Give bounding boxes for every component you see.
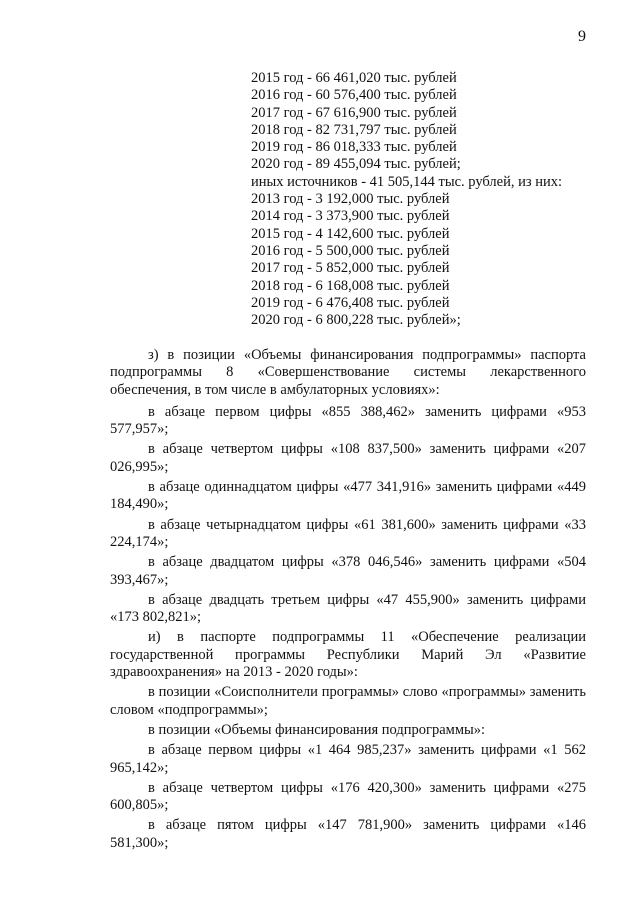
paragraph: в абзаце первом цифры «1 464 985,237» заменить цифрами «1 562 965,142»; [110,742,586,776]
paragraph: в абзаце одиннадцатом цифры «477 341,916» заменить цифрами «449 184,490»; [110,479,586,513]
list-item: 2017 год - 5 852,000 тыс. рублей [251,260,450,277]
paragraph: в абзаце двадцатом цифры «378 046,546» заменить цифрами «504 393,467»; [110,554,586,588]
list-item: 2013 год - 3 192,000 тыс. рублей [251,191,450,208]
paragraph: в абзаце четвертом цифры «176 420,300» заменить цифрами «275 600,805»; [110,779,586,814]
list-item: 2014 год - 3 373,900 тыс. рублей [251,208,450,225]
list-item: 2020 год - 89 455,094 тыс. рублей; [251,156,461,173]
list-item: 2020 год - 6 800,228 тыс. рублей»; [251,312,461,329]
paragraph: з) в позиции «Объемы финансирования подпрограммы» паспорта подпрограммы 8 «Совершенствование системы лекарственного обеспечения, в том числе в амбулаторных условиях»: [110,347,586,398]
amendment-text [110,347,586,855]
list-item: 2016 год - 60 576,400 тыс. рублей [251,87,457,104]
page-number: 9 [578,28,586,45]
paragraph: в позиции «Соисполнители программы» слово «программы» заменить словом «подпрограммы»; [110,684,586,718]
paragraph: и) в паспорте подпрограммы 11 «Обеспечение реализации государственной программы Республики Марий Эл «Развитие здравоохранения» на 2013 - 2020 годы»: [110,629,586,681]
paragraph: в абзаце пятом цифры «147 781,900» заменить цифрами «146 581,300»; [110,817,586,851]
list-item: 2015 год - 66 461,020 тыс. рублей [251,70,457,86]
list-item: 2018 год - 6 168,008 тыс. рублей [251,277,450,294]
list-item: 2018 год - 82 731,797 тыс. рублей [251,121,457,138]
paragraph: в абзаце двадцать третьем цифры «47 455,900» заменить цифрами «173 802,821»; [110,591,586,626]
list-item: 2015 год - 4 142,600 тыс. рублей [251,225,450,242]
paragraph: в абзаце первом цифры «855 388,462» заменить цифрами «953 577,957»; [110,403,586,438]
paragraph: в абзаце четырнадцатом цифры «61 381,600» заменить цифрами «33 224,174»; [110,516,586,550]
list-item: 2019 год - 86 018,333 тыс. рублей [251,139,457,156]
list-item: 2019 год - 6 476,408 тыс. рублей [251,294,450,311]
paragraph: в абзаце четвертом цифры «108 837,500» заменить цифрами «207 026,995»; [110,441,586,475]
list-item: иных источников - 41 505,144 тыс. рублей, из них: [251,173,563,190]
list-item: 2016 год - 5 500,000 тыс. рублей [251,242,450,259]
list-item: 2017 год - 67 616,900 тыс. рублей [251,104,457,121]
paragraph: в позиции «Объемы финансирования подпрограммы»: [148,721,486,738]
funding-year-list [251,70,562,329]
